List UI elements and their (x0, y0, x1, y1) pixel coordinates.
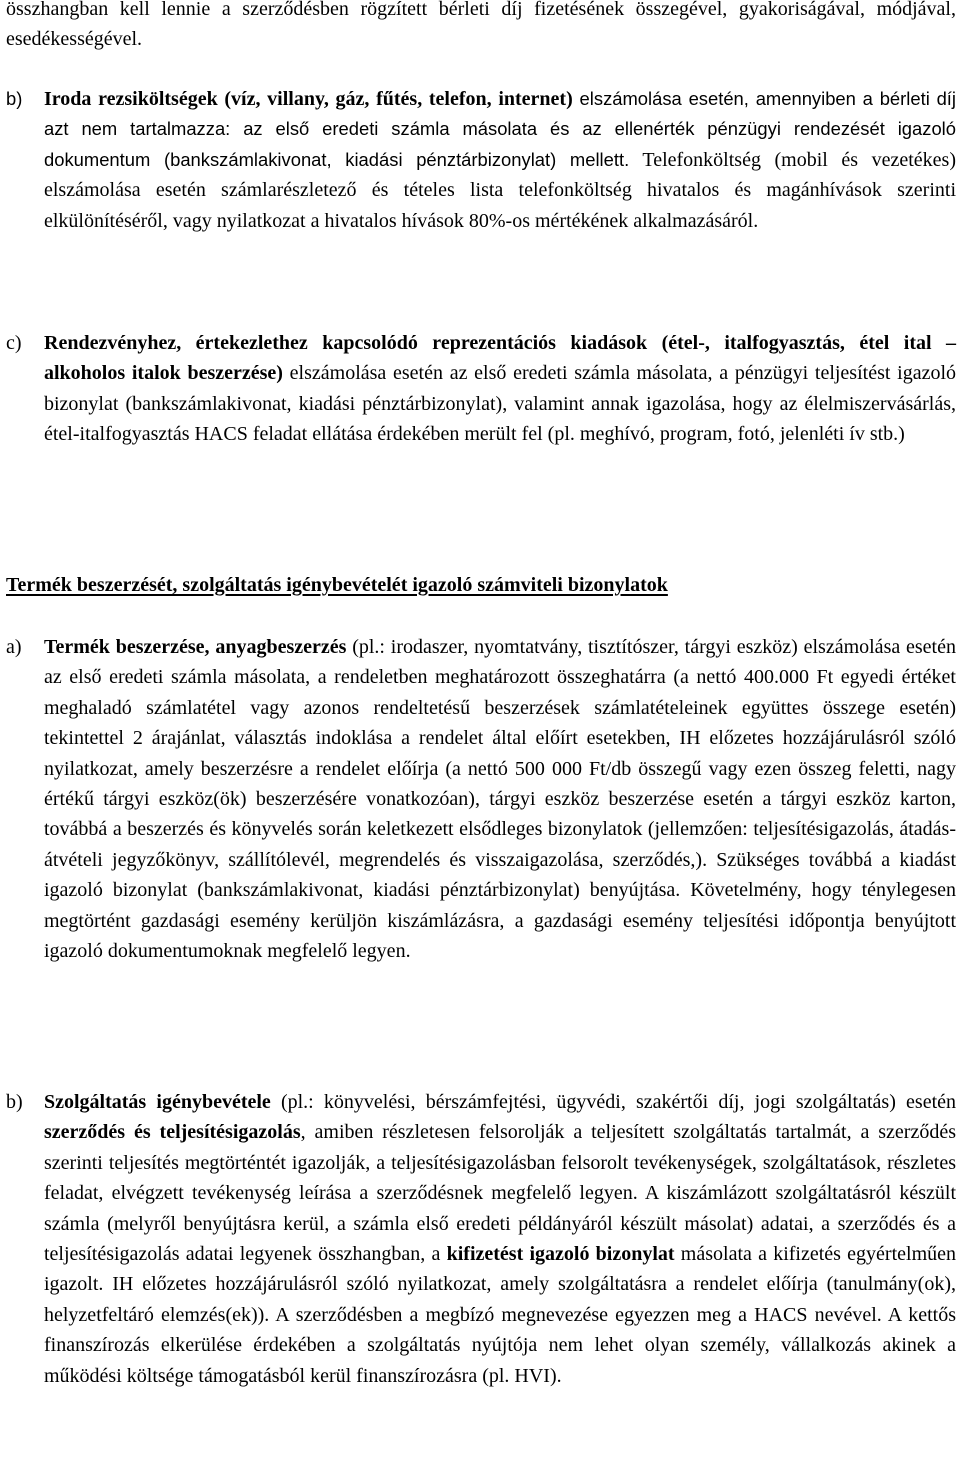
list-marker: a) (6, 636, 22, 658)
section-heading: Termék beszerzését, szolgáltatás igénybevételét igazoló számviteli bizonylatok (6, 574, 668, 596)
intro-paragraph (6, 0, 956, 55)
bold-phrase: kifizetést igazoló bizonylat (446, 1243, 675, 1266)
intro-text: összhangban kell lennie a szerződésben rögzített bérleti díj fizetésének összegével, gyakoriságával, módjával, esedékességével. (6, 0, 956, 51)
list-marker: c) (6, 332, 22, 354)
list-item-body (44, 84, 956, 236)
list-marker: b) (6, 88, 23, 109)
bold-lead: Rendezvényhez, értekezlethez kapcsolódó reprezentációs kiadások (étel-, italfogyasztás, étel ital – alkoholos italok beszerzése) (44, 332, 956, 385)
list-item-termek (6, 632, 956, 966)
list-marker: b) (6, 1091, 23, 1113)
bold-lead: Termék beszerzése, anyagbeszerzés (44, 636, 347, 658)
bold-phrase: szerződés és teljesítésigazolás (44, 1121, 301, 1144)
list-item-rezsi (6, 84, 956, 236)
item-text: , amiben részletesen felsorolják a teljesített szolgáltatás tartalmát, a szerződés szerinti teljesítés megtörténtét igazolják, a teljesítésigazolásban felsorolt tevékenységek, szolgáltatások, részletes feladat, elvégzett tevékenység leírása a szerződésnek megfelelő legyen. A kiszámlázott szolgáltatásról készült számla (melyről benyújtásra kerül, a számla első eredeti példányáról készült másolat) adatai, a szerződés és a teljesítésigazolás adatai legyenek összhangban, a (44, 1121, 956, 1266)
item-text: (pl.: irodaszer, nyomtatvány, tisztítószer, tárgyi eszköz) elszámolása esetén az első eredeti számla másolata, a rendeletben meghatározott összeghatárra (a nettó 400.000 Ft egyedi értéket meghaladó számlatétel vagy azonos rendeltetésű beszerzések számlatételeinek együttes összege esetén) tekintettel 2 árajánlat, választás indoklása a rendelet által előírt esetekben, IH előzetes hozzájárulásról szóló nyilatkozat, amely beszerzésre a rendelet előírja (a nettó 500 000 Ft/db összegű vagy ezen összeg feletti, nagy értékű tárgyi eszköz(ök) beszerzésére vonatkozóan), tárgyi eszköz beszerzése esetén a tárgyi eszköz karton, továbbá a beszerzés és könyvelés során keletkezett elsődleges bizonylatok (jellemzően: teljesítésigazolás, átadás-átvételi jegyzőkönyv, szállítólevél, megrendelés és visszaigazolása, szerződés,). Szükséges továbbá a kiadást igazoló bizonylat (bankszámlakivonat, kiadási pénztárbizonylat) benyújtása. Követelmény, hogy ténylegesen megtörtént gazdasági esemény kerüljön kiszámlázásra, a gazdasági esemény teljesítési időpontja benyújtott igazoló dokumentumoknak megfelelő legyen. (44, 636, 956, 963)
bold-lead: Iroda rezsiköltségek (víz, villany, gáz, fűtés, telefon, internet) (44, 88, 573, 110)
list-item-body (44, 1087, 956, 1391)
item-text: (pl.: könyvelési, bérszámfejtési, ügyvédi, szakértői díj, jogi szolgáltatás) esetén (270, 1091, 957, 1113)
item-text: elszámolása esetén az első eredeti számla másolata, a pénzügyi teljesítést igazoló bizonylat (bankszámlakivonat, kiadási pénztárbizonylat), valamint annak igazolása, hogy az élelmiszervásárlás, étel-italfogyasztás HACS feladat ellátása érdekében merült fel (pl. meghívó, program, fotó, jelenléti ív stb.) (44, 362, 957, 446)
bold-lead: Szolgáltatás igénybevétele (44, 1091, 271, 1113)
serif-text: Telefonköltség (mobil és vezetékes) elszámolása esetén számlarészletező és tételes lista telefonköltség hivatalos és magánhívások szerinti elkülönítéséről, vagy nyilatkozat a hivatalos hívások 80%-os mértékének alkalmazásáról. (44, 148, 956, 232)
list-item-szolgaltatas (6, 1087, 956, 1391)
list-item-body (44, 328, 956, 450)
sans-text: elszámolása esetén, amennyiben a bérleti díj azt nem tartalmazza: az első eredeti számla másolata és az ellenérték pénzügyi rendezését igazoló dokumentum (bankszámlakivonat, kiadási pénztárbizonylat) mellett. (44, 88, 957, 170)
item-text: másolata a kifizetés egyértelműen igazolt. IH előzetes hozzájárulásról szóló nyilatkozat, amely szolgáltatásra a rendelet előírja (tanulmány(ok), helyzetfeltáró elemzés(ek)). A szerződésben a megbízó megnevezése egyezzen meg a HACS nevével. A kettős finanszírozás elkerülése érdekében a szolgáltatás nyújtója nem lehet olyan személy, vállalkozás akinek a működési költsége támogatásból kerül finanszírozásra (pl. HVI). (44, 1243, 956, 1387)
list-item-reprezentacio (6, 328, 956, 450)
list-item-body (44, 632, 956, 966)
